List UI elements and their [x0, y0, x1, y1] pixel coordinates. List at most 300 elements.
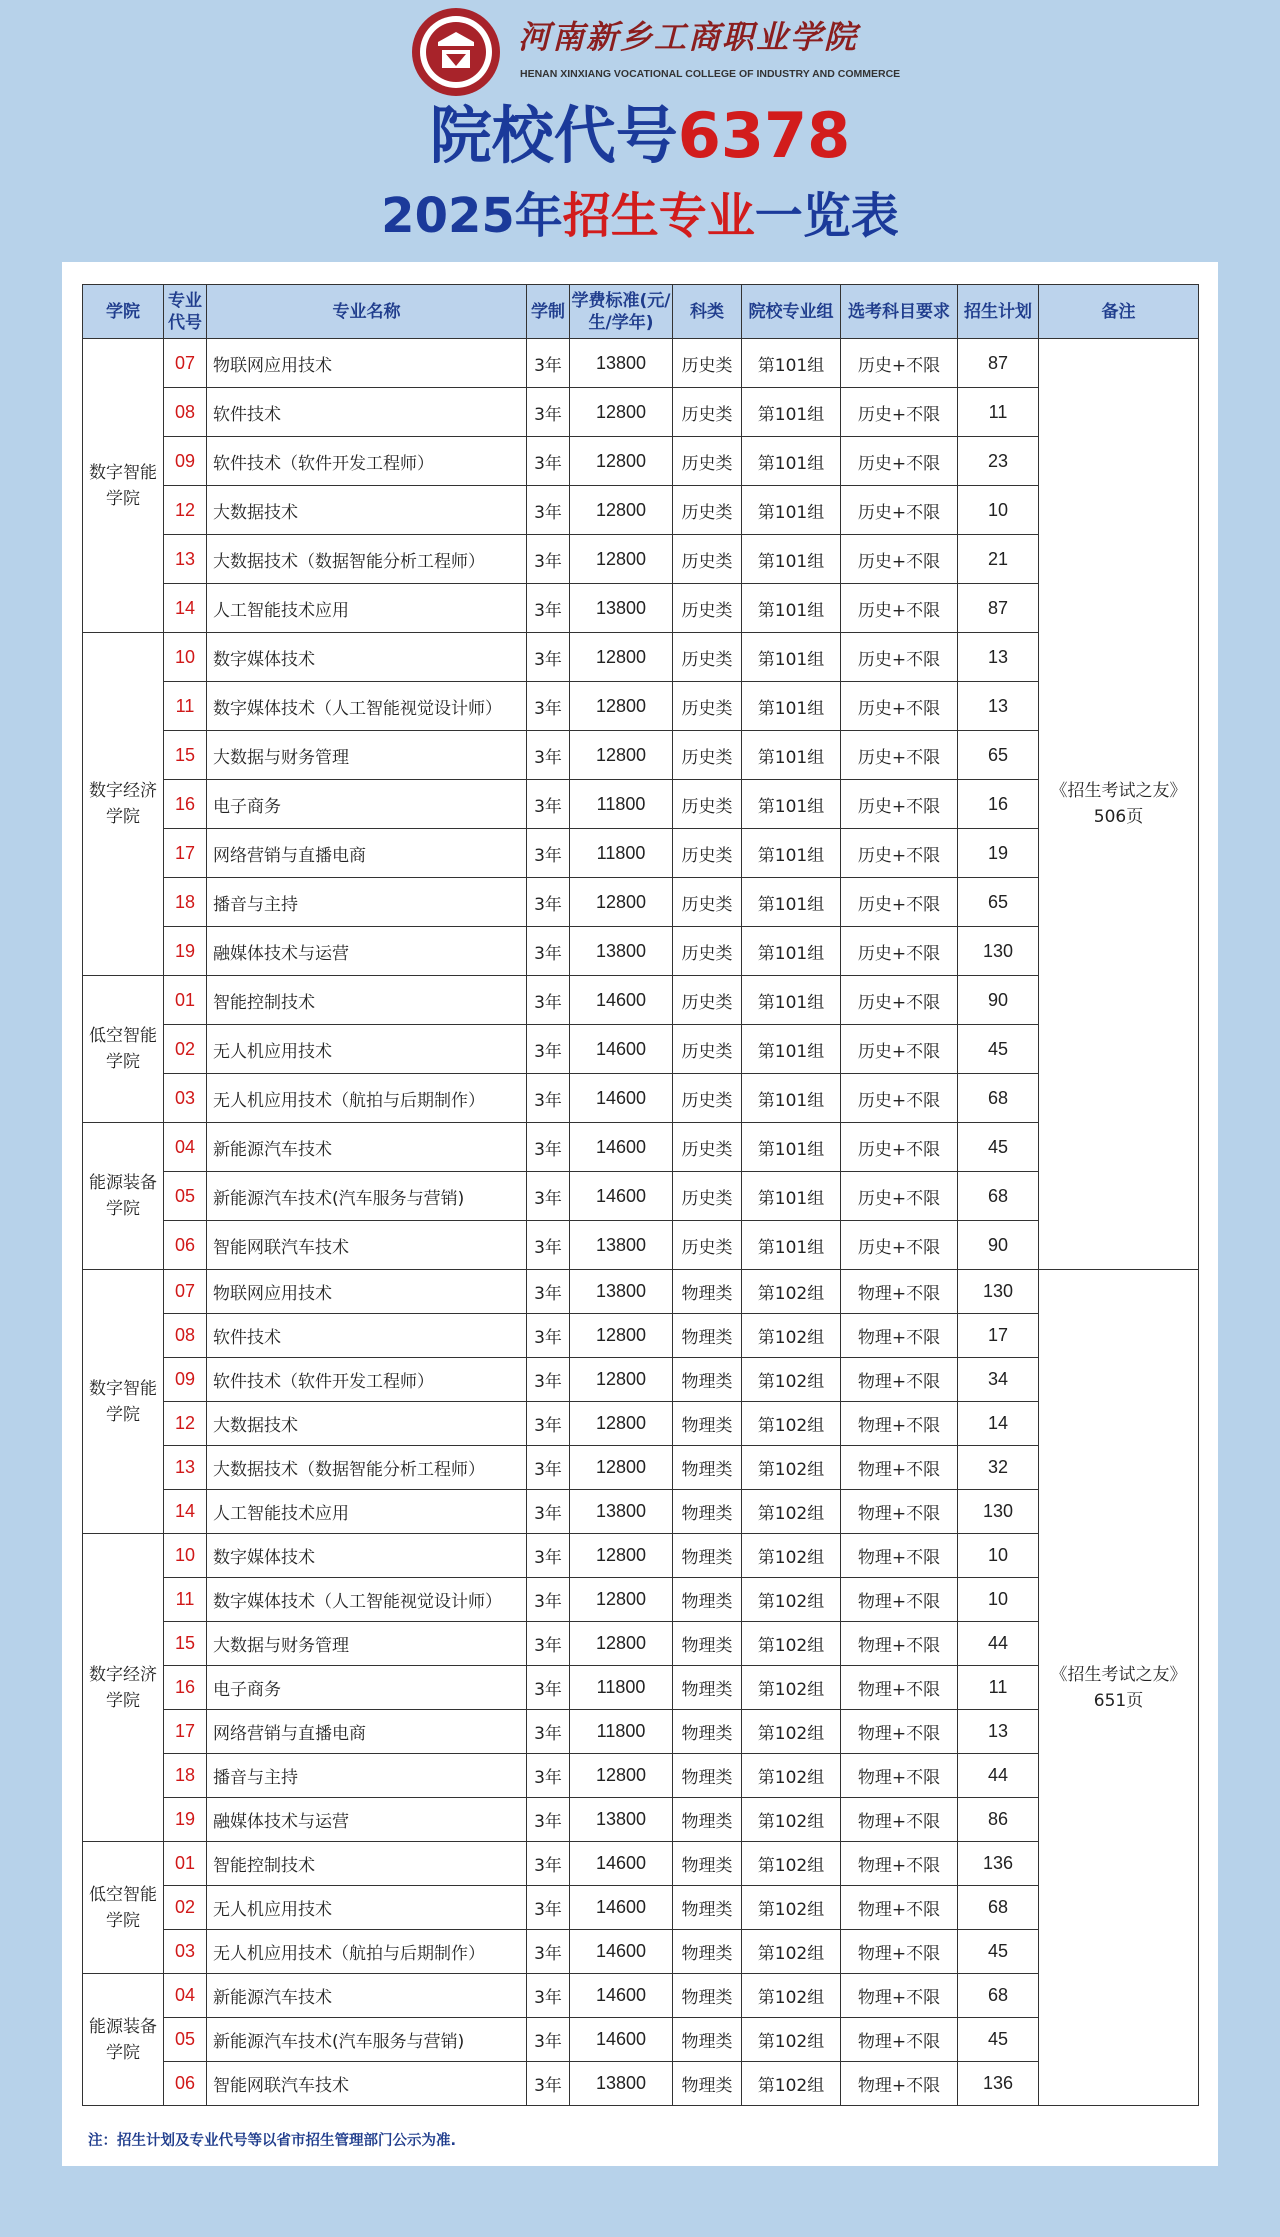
- subjects-cell: 物理+不限: [841, 1446, 958, 1490]
- group-cell: 第102组: [742, 1358, 841, 1402]
- major-name-cell: 网络营销与直播电商: [207, 829, 527, 878]
- major-code-cell: 08: [164, 1314, 207, 1358]
- group-cell: 第102组: [742, 1578, 841, 1622]
- plan-cell: 13: [958, 633, 1039, 682]
- major-code-cell: 01: [164, 976, 207, 1025]
- major-name-cell: 大数据技术: [207, 486, 527, 535]
- major-code-cell: 02: [164, 1886, 207, 1930]
- table-panel: [62, 262, 1218, 2166]
- major-name-cell: 无人机应用技术: [207, 1025, 527, 1074]
- category-cell: 物理类: [673, 2062, 742, 2106]
- category-cell: 物理类: [673, 1666, 742, 1710]
- subjects-cell: 历史+不限: [841, 388, 958, 437]
- major-name-cell: 无人机应用技术（航拍与后期制作）: [207, 1930, 527, 1974]
- plan-cell: 13: [958, 1710, 1039, 1754]
- fee-cell: 13800: [570, 1490, 673, 1534]
- years-cell: 3年: [527, 1754, 570, 1798]
- group-cell: 第101组: [742, 1172, 841, 1221]
- fee-cell: 11800: [570, 1710, 673, 1754]
- fee-cell: 12800: [570, 388, 673, 437]
- category-cell: 历史类: [673, 1172, 742, 1221]
- group-cell: 第101组: [742, 976, 841, 1025]
- years-cell: 3年: [527, 1402, 570, 1446]
- major-name-cell: 智能网联汽车技术: [207, 2062, 527, 2106]
- major-code-cell: 13: [164, 535, 207, 584]
- years-cell: 3年: [527, 1930, 570, 1974]
- category-cell: 物理类: [673, 1974, 742, 2018]
- group-cell: 第102组: [742, 1798, 841, 1842]
- major-name-cell: 网络营销与直播电商: [207, 1710, 527, 1754]
- category-cell: 物理类: [673, 2018, 742, 2062]
- plan-cell: 44: [958, 1754, 1039, 1798]
- fee-cell: 14600: [570, 1974, 673, 2018]
- group-cell: 第101组: [742, 927, 841, 976]
- plan-cell: 23: [958, 437, 1039, 486]
- table-row: [83, 1798, 1199, 1842]
- major-name-cell: 大数据技术（数据智能分析工程师）: [207, 1446, 527, 1490]
- college-cell: 能源装备学院: [83, 1974, 164, 2106]
- fee-cell: 12800: [570, 1754, 673, 1798]
- major-code-cell: 19: [164, 1798, 207, 1842]
- fee-cell: 14600: [570, 2018, 673, 2062]
- fee-cell: 13800: [570, 339, 673, 388]
- major-name-cell: 人工智能技术应用: [207, 1490, 527, 1534]
- major-code-cell: 04: [164, 1123, 207, 1172]
- major-code-cell: 13: [164, 1446, 207, 1490]
- group-cell: 第102组: [742, 1490, 841, 1534]
- major-code-cell: 06: [164, 2062, 207, 2106]
- major-code-cell: 19: [164, 927, 207, 976]
- major-code-cell: 11: [164, 1578, 207, 1622]
- category-cell: 历史类: [673, 535, 742, 584]
- subjects-cell: 物理+不限: [841, 1490, 958, 1534]
- table-row: [83, 584, 1199, 633]
- fee-cell: 12800: [570, 1578, 673, 1622]
- group-cell: 第101组: [742, 1025, 841, 1074]
- fee-cell: 13800: [570, 2062, 673, 2106]
- table-row: [83, 1074, 1199, 1123]
- header-category: 科类: [673, 285, 742, 339]
- major-code-cell: 10: [164, 633, 207, 682]
- header-code: 专业代号: [164, 285, 207, 339]
- group-cell: 第102组: [742, 1974, 841, 2018]
- years-cell: 3年: [527, 1172, 570, 1221]
- subjects-cell: 历史+不限: [841, 829, 958, 878]
- major-name-cell: 电子商务: [207, 1666, 527, 1710]
- category-cell: 历史类: [673, 829, 742, 878]
- category-cell: 物理类: [673, 1842, 742, 1886]
- table-row: [83, 878, 1199, 927]
- table-row: [83, 486, 1199, 535]
- header-fee: 学费标准(元/生/学年): [570, 285, 673, 339]
- plan-cell: 11: [958, 1666, 1039, 1710]
- plan-cell: 136: [958, 2062, 1039, 2106]
- category-cell: 历史类: [673, 927, 742, 976]
- table-row: [83, 339, 1199, 388]
- category-cell: 历史类: [673, 584, 742, 633]
- major-name-cell: 智能网联汽车技术: [207, 1221, 527, 1270]
- history-group-body: [83, 339, 1199, 1270]
- table-row: [83, 388, 1199, 437]
- fee-cell: 13800: [570, 1798, 673, 1842]
- table-row: [83, 1025, 1199, 1074]
- years-cell: 3年: [527, 927, 570, 976]
- subjects-cell: 历史+不限: [841, 1123, 958, 1172]
- subjects-cell: 物理+不限: [841, 1666, 958, 1710]
- category-cell: 历史类: [673, 1123, 742, 1172]
- years-cell: 3年: [527, 1123, 570, 1172]
- major-code-cell: 12: [164, 1402, 207, 1446]
- subjects-cell: 历史+不限: [841, 1172, 958, 1221]
- table-row: [83, 1534, 1199, 1578]
- fee-cell: 13800: [570, 1270, 673, 1314]
- table-row: [83, 1666, 1199, 1710]
- header-years: 学制: [527, 285, 570, 339]
- major-code-cell: 16: [164, 780, 207, 829]
- table-row: [83, 1172, 1199, 1221]
- page-title: [0, 96, 1280, 176]
- category-cell: 物理类: [673, 1622, 742, 1666]
- fee-cell: 14600: [570, 1172, 673, 1221]
- years-cell: 3年: [527, 1622, 570, 1666]
- group-cell: 第102组: [742, 1886, 841, 1930]
- group-cell: 第101组: [742, 339, 841, 388]
- category-cell: 历史类: [673, 633, 742, 682]
- major-name-cell: 融媒体技术与运营: [207, 1798, 527, 1842]
- group-cell: 第101组: [742, 1074, 841, 1123]
- plan-cell: 45: [958, 2018, 1039, 2062]
- major-code-cell: 12: [164, 486, 207, 535]
- plan-cell: 45: [958, 1123, 1039, 1172]
- years-cell: 3年: [527, 1974, 570, 2018]
- major-code-cell: 03: [164, 1074, 207, 1123]
- plan-cell: 90: [958, 976, 1039, 1025]
- major-name-cell: 软件技术: [207, 1314, 527, 1358]
- subjects-cell: 物理+不限: [841, 1622, 958, 1666]
- table-row: [83, 1314, 1199, 1358]
- header-group: 院校专业组: [742, 285, 841, 339]
- group-cell: 第102组: [742, 1930, 841, 1974]
- plan-cell: 68: [958, 1886, 1039, 1930]
- table-row: [83, 682, 1199, 731]
- years-cell: 3年: [527, 682, 570, 731]
- years-cell: 3年: [527, 2062, 570, 2106]
- group-cell: 第101组: [742, 486, 841, 535]
- table-row: [83, 1221, 1199, 1270]
- plan-cell: 68: [958, 1074, 1039, 1123]
- subjects-cell: 物理+不限: [841, 1358, 958, 1402]
- subjects-cell: 物理+不限: [841, 1754, 958, 1798]
- category-cell: 物理类: [673, 1490, 742, 1534]
- plan-cell: 45: [958, 1025, 1039, 1074]
- group-cell: 第101组: [742, 1221, 841, 1270]
- major-code-cell: 16: [164, 1666, 207, 1710]
- fee-cell: 12800: [570, 682, 673, 731]
- table-row: [83, 1446, 1199, 1490]
- table-row: [83, 829, 1199, 878]
- plan-cell: 130: [958, 927, 1039, 976]
- subjects-cell: 历史+不限: [841, 780, 958, 829]
- subjects-cell: 物理+不限: [841, 1534, 958, 1578]
- category-cell: 历史类: [673, 388, 742, 437]
- header-plan: 招生计划: [958, 285, 1039, 339]
- major-name-cell: 融媒体技术与运营: [207, 927, 527, 976]
- major-code-cell: 14: [164, 584, 207, 633]
- subjects-cell: 历史+不限: [841, 1074, 958, 1123]
- category-cell: 历史类: [673, 682, 742, 731]
- note-cell: 《招生考试之友》506页: [1039, 339, 1199, 1270]
- physics-group-body: [83, 1270, 1199, 2106]
- major-code-cell: 08: [164, 388, 207, 437]
- table-row: [83, 1622, 1199, 1666]
- group-cell: 第102组: [742, 1270, 841, 1314]
- plan-cell: 13: [958, 682, 1039, 731]
- subjects-cell: 物理+不限: [841, 1930, 958, 1974]
- subjects-cell: 历史+不限: [841, 682, 958, 731]
- years-cell: 3年: [527, 584, 570, 633]
- fee-cell: 12800: [570, 1314, 673, 1358]
- category-cell: 物理类: [673, 1270, 742, 1314]
- table-row: [83, 976, 1199, 1025]
- major-name-cell: 软件技术: [207, 388, 527, 437]
- category-cell: 历史类: [673, 976, 742, 1025]
- major-name-cell: 新能源汽车技术: [207, 1123, 527, 1172]
- fee-cell: 13800: [570, 927, 673, 976]
- subjects-cell: 物理+不限: [841, 2018, 958, 2062]
- years-cell: 3年: [527, 1221, 570, 1270]
- subtitle-highlight: 招生专业: [562, 188, 755, 244]
- header-name: 专业名称: [207, 285, 527, 339]
- table-row: [83, 535, 1199, 584]
- years-cell: 3年: [527, 1666, 570, 1710]
- years-cell: 3年: [527, 486, 570, 535]
- fee-cell: 12800: [570, 1402, 673, 1446]
- major-name-cell: 大数据与财务管理: [207, 731, 527, 780]
- institution-code: 6378: [677, 99, 851, 172]
- college-name-cn: 河南新乡工商职业学院: [518, 18, 859, 56]
- years-cell: 3年: [527, 731, 570, 780]
- fee-cell: 12800: [570, 1446, 673, 1490]
- table-row: [83, 1974, 1199, 2018]
- plan-cell: 90: [958, 1221, 1039, 1270]
- plan-cell: 21: [958, 535, 1039, 584]
- table-row: [83, 1490, 1199, 1534]
- years-cell: 3年: [527, 633, 570, 682]
- major-code-cell: 11: [164, 682, 207, 731]
- college-cell: 数字智能学院: [83, 1270, 164, 1534]
- header-subjects: 选考科目要求: [841, 285, 958, 339]
- major-name-cell: 数字媒体技术（人工智能视觉设计师）: [207, 1578, 527, 1622]
- major-name-cell: 大数据与财务管理: [207, 1622, 527, 1666]
- major-name-cell: 智能控制技术: [207, 1842, 527, 1886]
- plan-cell: 16: [958, 780, 1039, 829]
- group-cell: 第101组: [742, 437, 841, 486]
- category-cell: 历史类: [673, 339, 742, 388]
- plan-cell: 32: [958, 1446, 1039, 1490]
- major-code-cell: 10: [164, 1534, 207, 1578]
- fee-cell: 11800: [570, 829, 673, 878]
- subjects-cell: 历史+不限: [841, 1221, 958, 1270]
- page-header: [0, 0, 1280, 262]
- group-cell: 第102组: [742, 1446, 841, 1490]
- subjects-cell: 历史+不限: [841, 731, 958, 780]
- group-cell: 第101组: [742, 829, 841, 878]
- subjects-cell: 物理+不限: [841, 1314, 958, 1358]
- table-row: [83, 2062, 1199, 2106]
- plan-cell: 86: [958, 1798, 1039, 1842]
- category-cell: 物理类: [673, 1534, 742, 1578]
- category-cell: 物理类: [673, 1358, 742, 1402]
- fee-cell: 12800: [570, 1534, 673, 1578]
- subjects-cell: 物理+不限: [841, 1974, 958, 2018]
- fee-cell: 12800: [570, 731, 673, 780]
- group-cell: 第102组: [742, 2018, 841, 2062]
- years-cell: 3年: [527, 1314, 570, 1358]
- title-prefix: 院校代号: [429, 99, 678, 172]
- group-cell: 第101组: [742, 1123, 841, 1172]
- college-cell: 数字经济学院: [83, 1534, 164, 1842]
- group-cell: 第102组: [742, 1666, 841, 1710]
- table-row: [83, 1358, 1199, 1402]
- group-cell: 第101组: [742, 780, 841, 829]
- college-seal-icon: [410, 6, 502, 98]
- category-cell: 物理类: [673, 1798, 742, 1842]
- major-code-cell: 03: [164, 1930, 207, 1974]
- major-name-cell: 无人机应用技术: [207, 1886, 527, 1930]
- group-cell: 第102组: [742, 1710, 841, 1754]
- subtitle-rest: 一览表: [754, 188, 899, 244]
- subjects-cell: 物理+不限: [841, 1842, 958, 1886]
- major-name-cell: 播音与主持: [207, 878, 527, 927]
- plan-cell: 17: [958, 1314, 1039, 1358]
- subjects-cell: 历史+不限: [841, 339, 958, 388]
- major-code-cell: 09: [164, 437, 207, 486]
- header-note: 备注: [1039, 285, 1199, 339]
- category-cell: 历史类: [673, 1074, 742, 1123]
- table-row: [83, 1402, 1199, 1446]
- years-cell: 3年: [527, 780, 570, 829]
- major-code-cell: 05: [164, 2018, 207, 2062]
- category-cell: 历史类: [673, 486, 742, 535]
- note-cell: 《招生考试之友》651页: [1039, 1270, 1199, 2106]
- years-cell: 3年: [527, 2018, 570, 2062]
- years-cell: 3年: [527, 1490, 570, 1534]
- table-row: [83, 1123, 1199, 1172]
- subjects-cell: 历史+不限: [841, 1025, 958, 1074]
- group-cell: 第102组: [742, 1754, 841, 1798]
- subjects-cell: 历史+不限: [841, 633, 958, 682]
- plan-cell: 65: [958, 878, 1039, 927]
- group-cell: 第102组: [742, 1534, 841, 1578]
- subjects-cell: 物理+不限: [841, 1270, 958, 1314]
- years-cell: 3年: [527, 535, 570, 584]
- group-cell: 第102组: [742, 1622, 841, 1666]
- major-code-cell: 18: [164, 878, 207, 927]
- table-row: [83, 780, 1199, 829]
- table-row: [83, 1754, 1199, 1798]
- years-cell: 3年: [527, 976, 570, 1025]
- major-code-cell: 09: [164, 1358, 207, 1402]
- plan-cell: 14: [958, 1402, 1039, 1446]
- fee-cell: 12800: [570, 878, 673, 927]
- table-row: [83, 1842, 1199, 1886]
- major-code-cell: 02: [164, 1025, 207, 1074]
- category-cell: 历史类: [673, 1221, 742, 1270]
- years-cell: 3年: [527, 1025, 570, 1074]
- years-cell: 3年: [527, 1074, 570, 1123]
- major-code-cell: 17: [164, 829, 207, 878]
- category-cell: 物理类: [673, 1754, 742, 1798]
- major-name-cell: 数字媒体技术: [207, 1534, 527, 1578]
- table-row: [83, 2018, 1199, 2062]
- category-cell: 物理类: [673, 1314, 742, 1358]
- group-cell: 第102组: [742, 2062, 841, 2106]
- fee-cell: 14600: [570, 1074, 673, 1123]
- group-cell: 第101组: [742, 682, 841, 731]
- plan-cell: 11: [958, 388, 1039, 437]
- college-cell: 低空智能学院: [83, 1842, 164, 1974]
- major-code-cell: 05: [164, 1172, 207, 1221]
- college-cell: 数字智能学院: [83, 339, 164, 633]
- subjects-cell: 物理+不限: [841, 1402, 958, 1446]
- category-cell: 历史类: [673, 437, 742, 486]
- major-name-cell: 物联网应用技术: [207, 339, 527, 388]
- table-row: [83, 1270, 1199, 1314]
- major-name-cell: 新能源汽车技术: [207, 1974, 527, 2018]
- years-cell: 3年: [527, 388, 570, 437]
- major-code-cell: 14: [164, 1490, 207, 1534]
- plan-cell: 87: [958, 339, 1039, 388]
- category-cell: 物理类: [673, 1930, 742, 1974]
- category-cell: 物理类: [673, 1446, 742, 1490]
- fee-cell: 12800: [570, 437, 673, 486]
- plan-cell: 87: [958, 584, 1039, 633]
- table-row: [83, 437, 1199, 486]
- subjects-cell: 历史+不限: [841, 437, 958, 486]
- years-cell: 3年: [527, 1446, 570, 1490]
- category-cell: 历史类: [673, 731, 742, 780]
- group-cell: 第101组: [742, 535, 841, 584]
- fee-cell: 12800: [570, 1622, 673, 1666]
- major-name-cell: 播音与主持: [207, 1754, 527, 1798]
- major-name-cell: 人工智能技术应用: [207, 584, 527, 633]
- subjects-cell: 历史+不限: [841, 927, 958, 976]
- group-cell: 第101组: [742, 878, 841, 927]
- fee-cell: 14600: [570, 1025, 673, 1074]
- major-code-cell: 01: [164, 1842, 207, 1886]
- fee-cell: 13800: [570, 584, 673, 633]
- group-cell: 第102组: [742, 1402, 841, 1446]
- subjects-cell: 历史+不限: [841, 976, 958, 1025]
- group-cell: 第101组: [742, 731, 841, 780]
- major-code-cell: 17: [164, 1710, 207, 1754]
- group-cell: 第102组: [742, 1314, 841, 1358]
- fee-cell: 11800: [570, 1666, 673, 1710]
- major-name-cell: 软件技术（软件开发工程师）: [207, 1358, 527, 1402]
- category-cell: 历史类: [673, 878, 742, 927]
- major-name-cell: 新能源汽车技术(汽车服务与营销): [207, 2018, 527, 2062]
- plan-cell: 10: [958, 486, 1039, 535]
- plan-cell: 130: [958, 1490, 1039, 1534]
- major-name-cell: 新能源汽车技术(汽车服务与营销): [207, 1172, 527, 1221]
- subjects-cell: 物理+不限: [841, 1710, 958, 1754]
- years-cell: 3年: [527, 1534, 570, 1578]
- category-cell: 物理类: [673, 1710, 742, 1754]
- table-row: [83, 1930, 1199, 1974]
- subjects-cell: 物理+不限: [841, 1886, 958, 1930]
- major-name-cell: 软件技术（软件开发工程师）: [207, 437, 527, 486]
- table-row: [83, 1578, 1199, 1622]
